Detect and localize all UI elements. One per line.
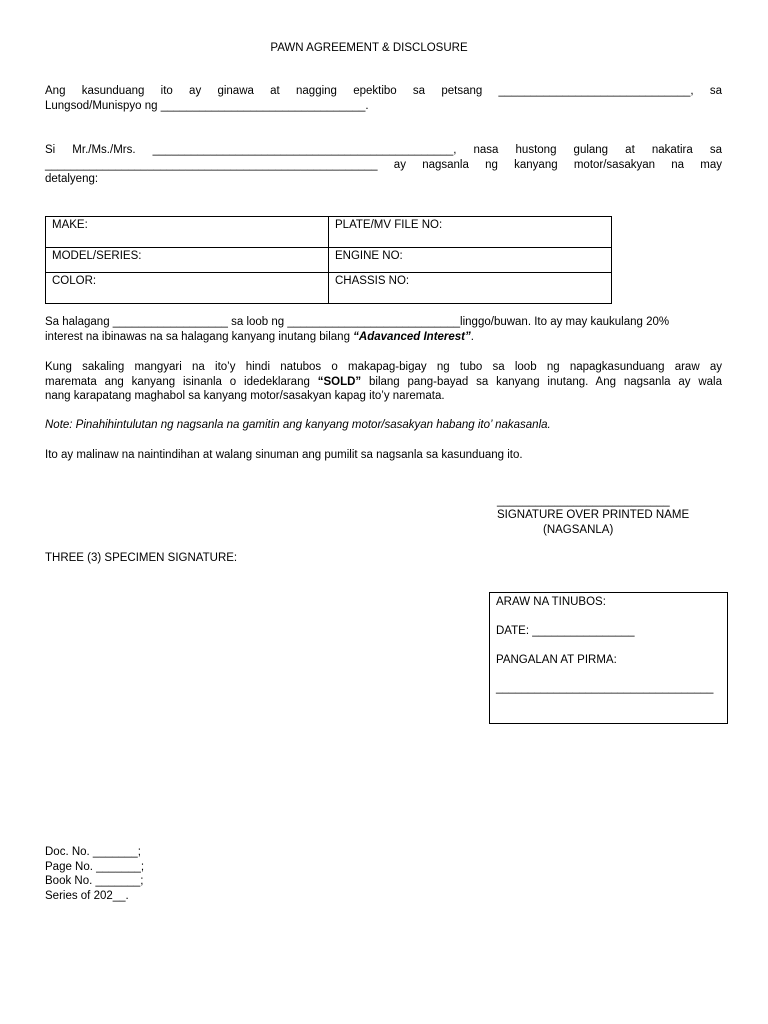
note-paragraph: Note: Pinahihintulutan ng nagsanla na gamitin ang kanyang motor/sasakyan habang ito’ nakasanla. [45,419,551,431]
intro-line-2: Lungsod/Munispyo ng ________________________________. [45,99,369,112]
terms-line-2-text: interest na ibinawas na sa halagang kanyang inutang bilang [45,330,354,343]
voluntary-statement: Ito ay malinaw na naintindihan at walang sinuman ang pumilit sa nagsanla sa kasunduang ito. [45,449,523,461]
make-cell: MAKE: [46,217,329,248]
terms-line-2-end: . [470,330,474,343]
party-line-2: ____________________________________________________ ay nagsanla ng kanyang motor/sasakyan na may [45,158,722,171]
signature-label: SIGNATURE OVER PRINTED NAME [497,509,690,521]
notary-block [45,845,144,903]
doc-number: Doc. No. _______; [45,846,141,858]
plate-cell: PLATE/MV FILE NO: [329,217,612,248]
terms-line-1: Sa halagang __________________ sa loob ng ___________________________linggo/buwan. Ito ay may kaukulang 20% [45,316,670,328]
document-title: PAWN AGREEMENT & DISCLOSURE [270,42,468,54]
sold-term: “SOLD” [317,375,362,388]
terms-paragraph [45,315,722,344]
specimen-signature-label: THREE (3) SPECIMEN SIGNATURE: [45,552,238,564]
vehicle-details-table [45,216,612,304]
model-cell: MODEL/SERIES: [46,248,329,273]
default-line-1: Kung sakaling mangyari na ito’y hindi natubos o makapag-bigay ng tubo sa loob ng napagkasunduang araw ay [45,361,722,373]
engine-cell: ENGINE NO: [329,248,612,273]
default-line-3: nang karapatang maghabol sa kanyang motor/sasakyan kapag ito’y naremata. [45,390,445,402]
series-year: Series of 202__. [45,889,129,902]
signature-line[interactable]: ___________________________ [497,495,670,507]
color-cell: COLOR: [46,273,329,304]
default-clause-paragraph [45,360,722,404]
chassis-cell: CHASSIS NO: [329,273,612,304]
party-line-1: Si Mr./Ms./Mrs. _______________________________________________, nasa hustong gulang at nakatira sa [45,144,722,156]
default-line-2-text: maremata ang kanyang isinanla o idedeklarang [45,375,318,388]
intro-paragraph [45,84,722,113]
party-line-3: detalyeng: [45,173,99,185]
intro-line-1: Ang kasunduang ito ay ginawa at nagging epektibo sa petsang ______________________________, sa [45,85,722,97]
terms-line-2 [45,330,722,345]
redemption-name-line[interactable]: __________________________________ [496,682,714,694]
page-number: Page No. _______; [45,860,145,873]
redemption-heading: ARAW NA TINUBOS: [496,596,606,608]
default-line-2-end: bilang pang-bayad sa kanyang inutang. Ang nagsanla ay wala [361,375,723,388]
book-number: Book No. _______; [45,875,144,887]
default-line-2 [45,375,722,390]
advanced-interest-term: “Adavanced Interest” [353,330,471,343]
signature-role: (NAGSANLA) [543,523,614,536]
signature-block [497,494,697,537]
party-paragraph [45,143,722,187]
redemption-name-label: PANGALAN AT PIRMA: [496,654,617,666]
redemption-date-field[interactable]: DATE: ________________ [496,625,635,637]
redemption-box [489,592,728,724]
